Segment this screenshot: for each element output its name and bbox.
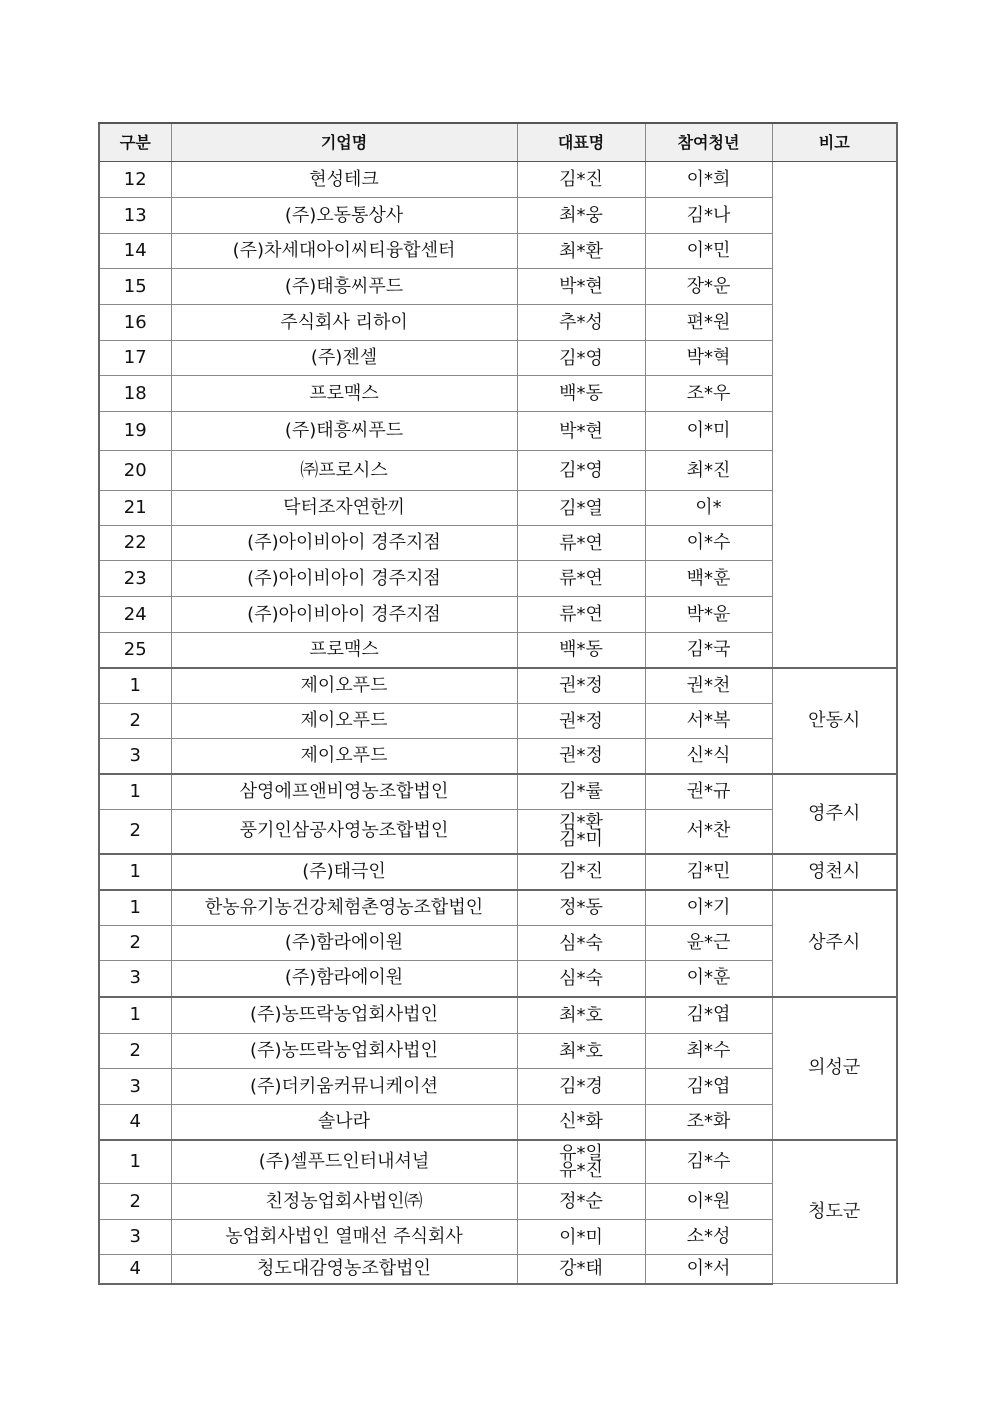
cell-youth: 김*엽 — [645, 1069, 772, 1105]
cell-ceo — [517, 890, 645, 926]
cell-company: (주)아이비아이 경주지점 — [171, 561, 517, 597]
cell-company: (주)함라에이원 — [171, 961, 517, 997]
cell-note: 상주시 — [772, 890, 897, 997]
cell-no: 3 — [99, 961, 171, 997]
ceo-name: 유*일 — [559, 1142, 603, 1164]
cell-youth: 백*훈 — [645, 561, 772, 597]
table-body — [99, 162, 897, 1284]
cell-ceo — [517, 739, 645, 774]
cell-no: 19 — [99, 412, 171, 451]
cell-ceo — [517, 854, 645, 890]
cell-youth: 이* — [645, 491, 772, 526]
cell-company: 친정농업회사법인㈜ — [171, 1184, 517, 1220]
cell-ceo — [517, 704, 645, 739]
cell-ceo — [517, 526, 645, 561]
cell-no: 1 — [99, 1140, 171, 1184]
ceo-name: 김*진 — [559, 169, 603, 190]
cell-youth: 이*훈 — [645, 961, 772, 997]
cell-no: 1 — [99, 890, 171, 926]
ceo-name: 최*환 — [559, 240, 603, 262]
cell-youth: 이*희 — [645, 162, 772, 198]
table-row — [99, 162, 897, 198]
cell-company: (주)셀푸드인터내셔널 — [171, 1140, 517, 1184]
cell-ceo — [517, 774, 645, 810]
cell-youth: 소*성 — [645, 1220, 772, 1255]
cell-company: ㈜프로시스 — [171, 451, 517, 491]
cell-company: (주)함라에이원 — [171, 926, 517, 961]
cell-company: (주)아이비아이 경주지점 — [171, 526, 517, 561]
cell-youth: 이*기 — [645, 890, 772, 926]
cell-youth: 서*찬 — [645, 810, 772, 854]
cell-no: 20 — [99, 451, 171, 491]
cell-company: 한농유기농건강체험촌영농조합법인 — [171, 890, 517, 926]
cell-company: 제이오푸드 — [171, 739, 517, 774]
cell-note: 의성군 — [772, 997, 897, 1140]
cell-ceo — [517, 305, 645, 341]
cell-ceo — [517, 1220, 645, 1255]
cell-no: 21 — [99, 491, 171, 526]
cell-no: 2 — [99, 810, 171, 854]
table-row — [99, 668, 897, 704]
cell-ceo — [517, 926, 645, 961]
ceo-name: 강*태 — [559, 1258, 603, 1280]
header-row — [99, 123, 897, 162]
cell-youth: 김*민 — [645, 854, 772, 890]
cell-no: 1 — [99, 997, 171, 1034]
cell-company: 청도대감영농조합법인 — [171, 1255, 517, 1284]
ceo-name: 추*성 — [559, 312, 603, 333]
cell-company: 제이오푸드 — [171, 704, 517, 739]
cell-youth: 편*원 — [645, 305, 772, 341]
cell-company: (주)농뜨락농업회사법인 — [171, 997, 517, 1034]
cell-ceo — [517, 1184, 645, 1220]
ceo-name: 김*환 — [559, 812, 603, 834]
cell-ceo — [517, 668, 645, 704]
ceo-name: 권*정 — [559, 710, 603, 732]
ceo-name: 박*현 — [559, 276, 603, 297]
cell-note: 영천시 — [772, 854, 897, 890]
ceo-name: 정*순 — [559, 1191, 603, 1212]
table-row — [99, 774, 897, 810]
cell-no: 22 — [99, 526, 171, 561]
cell-ceo — [517, 1069, 645, 1105]
cell-youth: 장*운 — [645, 269, 772, 305]
ceo-name: 류*연 — [559, 532, 603, 554]
ceo-name: 류*연 — [559, 568, 603, 589]
cell-ceo — [517, 997, 645, 1034]
cell-youth: 김*수 — [645, 1140, 772, 1184]
cell-no: 23 — [99, 561, 171, 597]
cell-no: 2 — [99, 704, 171, 739]
cell-note: 청도군 — [772, 1140, 897, 1284]
cell-ceo — [517, 198, 645, 234]
ceo-name: 최*호 — [559, 1040, 603, 1062]
cell-youth: 김*나 — [645, 198, 772, 234]
cell-company: (주)농뜨락농업회사법인 — [171, 1034, 517, 1069]
ceo-name: 정*동 — [559, 897, 603, 919]
cell-company: (주)더키움커뮤니케이션 — [171, 1069, 517, 1105]
cell-youth: 서*복 — [645, 704, 772, 739]
ceo-name: 이*미 — [559, 1226, 603, 1248]
cell-ceo — [517, 491, 645, 526]
table-row — [99, 997, 897, 1034]
ceo-name: 김*경 — [559, 1076, 603, 1097]
cell-youth: 이*수 — [645, 526, 772, 561]
cell-company: 주식회사 리하이 — [171, 305, 517, 341]
cell-company: (주)차세대아이씨티융합센터 — [171, 234, 517, 269]
cell-company: 닥터조자연한끼 — [171, 491, 517, 526]
cell-youth: 이*서 — [645, 1255, 772, 1284]
cell-company: 제이오푸드 — [171, 668, 517, 704]
cell-no: 4 — [99, 1105, 171, 1140]
cell-ceo — [517, 961, 645, 997]
cell-youth: 권*천 — [645, 668, 772, 704]
cell-ceo — [517, 234, 645, 269]
cell-youth: 이*미 — [645, 412, 772, 451]
header-no: 구분 — [99, 123, 171, 162]
cell-no: 2 — [99, 1034, 171, 1069]
cell-ceo — [517, 561, 645, 597]
cell-ceo — [517, 162, 645, 198]
cell-ceo — [517, 341, 645, 376]
cell-no: 13 — [99, 198, 171, 234]
cell-youth: 최*수 — [645, 1034, 772, 1069]
cell-no: 1 — [99, 668, 171, 704]
cell-ceo — [517, 451, 645, 491]
cell-youth: 조*화 — [645, 1105, 772, 1140]
ceo-name: 류*연 — [559, 604, 603, 625]
cell-youth: 조*우 — [645, 376, 772, 412]
cell-company: 프로맥스 — [171, 376, 517, 412]
cell-note: 안동시 — [772, 668, 897, 774]
cell-no: 1 — [99, 774, 171, 810]
ceo-name: 심*숙 — [559, 932, 603, 954]
cell-no: 14 — [99, 234, 171, 269]
cell-no: 2 — [99, 926, 171, 961]
table-row — [99, 1140, 897, 1184]
header-company: 기업명 — [171, 123, 517, 162]
cell-company: 현성테크 — [171, 162, 517, 198]
cell-no: 18 — [99, 376, 171, 412]
cell-ceo — [517, 1105, 645, 1140]
cell-youth: 박*윤 — [645, 597, 772, 633]
ceo-name: 김*미 — [559, 829, 603, 851]
cell-company: (주)젠셀 — [171, 341, 517, 376]
participant-table — [98, 122, 898, 1285]
cell-note — [772, 162, 897, 668]
cell-ceo — [517, 810, 645, 854]
header-note: 비고 — [772, 123, 897, 162]
cell-company: (주)아이비아이 경주지점 — [171, 597, 517, 633]
cell-youth: 신*식 — [645, 739, 772, 774]
cell-company: (주)태흥씨푸드 — [171, 412, 517, 451]
ceo-name: 김*열 — [559, 497, 603, 519]
cell-ceo — [517, 412, 645, 451]
cell-youth: 이*민 — [645, 234, 772, 269]
cell-youth: 윤*근 — [645, 926, 772, 961]
cell-ceo — [517, 269, 645, 305]
cell-no: 2 — [99, 1184, 171, 1220]
cell-company: 삼영에프앤비영농조합법인 — [171, 774, 517, 810]
ceo-name: 최*웅 — [559, 205, 603, 226]
cell-company: 프로맥스 — [171, 633, 517, 668]
cell-youth: 김*엽 — [645, 997, 772, 1034]
ceo-name: 김*진 — [559, 861, 603, 882]
cell-no: 3 — [99, 739, 171, 774]
table-row — [99, 854, 897, 890]
cell-youth: 박*혁 — [645, 341, 772, 376]
cell-no: 15 — [99, 269, 171, 305]
cell-youth: 최*진 — [645, 451, 772, 491]
cell-no: 16 — [99, 305, 171, 341]
ceo-name: 최*호 — [559, 1004, 603, 1026]
ceo-name: 백*동 — [559, 639, 603, 661]
cell-youth: 권*규 — [645, 774, 772, 810]
cell-ceo — [517, 1034, 645, 1069]
table-row — [99, 890, 897, 926]
cell-company: (주)태흥씨푸드 — [171, 269, 517, 305]
header-ceo: 대표명 — [517, 123, 645, 162]
cell-no: 4 — [99, 1255, 171, 1284]
cell-no: 25 — [99, 633, 171, 668]
cell-ceo — [517, 633, 645, 668]
ceo-name: 김*영 — [559, 347, 603, 369]
cell-ceo — [517, 597, 645, 633]
cell-company: 솔나라 — [171, 1105, 517, 1140]
cell-no: 3 — [99, 1069, 171, 1105]
cell-no: 1 — [99, 854, 171, 890]
cell-company: 풍기인삼공사영농조합법인 — [171, 810, 517, 854]
cell-company: (주)오동통상사 — [171, 198, 517, 234]
cell-ceo — [517, 1140, 645, 1184]
ceo-name: 김*영 — [559, 460, 603, 481]
cell-youth: 김*국 — [645, 633, 772, 668]
ceo-name: 신*화 — [559, 1111, 603, 1133]
cell-no: 17 — [99, 341, 171, 376]
cell-no: 12 — [99, 162, 171, 198]
cell-youth: 이*원 — [645, 1184, 772, 1220]
cell-ceo — [517, 376, 645, 412]
ceo-name: 박*현 — [559, 420, 603, 442]
ceo-name: 백*동 — [559, 383, 603, 404]
ceo-name: 심*숙 — [559, 967, 603, 989]
ceo-name: 권*정 — [559, 675, 603, 697]
cell-no: 3 — [99, 1220, 171, 1255]
cell-ceo — [517, 1255, 645, 1284]
cell-company: 농업회사법인 열매선 주식회사 — [171, 1220, 517, 1255]
cell-note: 영주시 — [772, 774, 897, 854]
ceo-name: 유*진 — [559, 1159, 603, 1181]
cell-company: (주)태극인 — [171, 854, 517, 890]
header-youth: 참여청년 — [645, 123, 772, 162]
ceo-name: 권*정 — [559, 745, 603, 767]
ceo-name: 김*률 — [559, 781, 603, 803]
cell-no: 24 — [99, 597, 171, 633]
